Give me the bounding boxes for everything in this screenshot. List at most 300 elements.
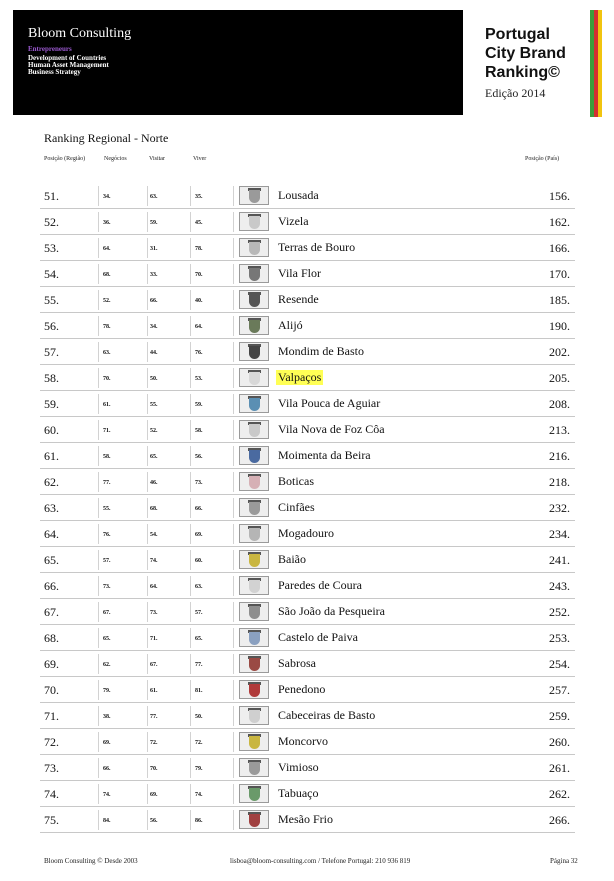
table-row: [40, 599, 575, 625]
city-name: Mogadouro: [278, 526, 334, 540]
regional-rank: 60.: [44, 423, 59, 437]
city-name: Terras de Bouro: [278, 240, 356, 254]
city-name-highlighted: Valpaços: [278, 370, 322, 384]
column-separator: [190, 368, 191, 388]
city-name: Moimenta da Beira: [278, 448, 371, 462]
crest-shield-icon: [249, 632, 260, 645]
city-name: São João da Pesqueira: [278, 604, 385, 618]
visit-score: 70.: [150, 766, 158, 772]
crest-shield-icon: [249, 320, 260, 333]
visit-score: 55.: [150, 402, 158, 408]
live-score: 50.: [195, 714, 203, 720]
business-score: 67.: [103, 610, 111, 616]
footer-copyright: Bloom Consulting © Desde 2003: [44, 857, 138, 865]
crest-shield-icon: [249, 372, 260, 385]
column-separator: [233, 576, 234, 596]
column-separator: [147, 316, 148, 336]
city-name: Alijó: [278, 318, 303, 332]
report-title-line: City Brand: [485, 45, 566, 62]
column-separator: [190, 472, 191, 492]
column-separator: [233, 212, 234, 232]
national-rank: 166.: [549, 241, 570, 255]
report-title-line: Ranking©: [485, 64, 560, 81]
municipal-crest-icon: [239, 368, 269, 387]
crest-shield-icon: [249, 580, 260, 593]
municipal-crest-icon: [239, 680, 269, 699]
brand-service: Human Asset Management: [28, 61, 109, 69]
column-separator: [190, 290, 191, 310]
national-rank: 241.: [549, 553, 570, 567]
brand-name: Bloom Consulting: [28, 26, 132, 41]
table-row: [40, 651, 575, 677]
national-rank: 260.: [549, 735, 570, 749]
business-score: 70.: [103, 376, 111, 382]
visit-score: 52.: [150, 428, 158, 434]
business-score: 79.: [103, 688, 111, 694]
column-separator: [190, 238, 191, 258]
regional-rank: 63.: [44, 501, 59, 515]
live-score: 59.: [195, 402, 203, 408]
table-row: [40, 235, 575, 261]
table-row: [40, 547, 575, 573]
municipal-crest-icon: [239, 602, 269, 621]
business-score: 65.: [103, 636, 111, 642]
crest-shield-icon: [249, 476, 260, 489]
column-separator: [98, 810, 99, 830]
brand-service: Business Strategy: [28, 68, 81, 76]
column-separator: [190, 784, 191, 804]
column-separator: [98, 420, 99, 440]
municipal-crest-icon: [239, 498, 269, 517]
column-separator: [147, 680, 148, 700]
column-separator: [98, 446, 99, 466]
business-score: 64.: [103, 246, 111, 252]
national-rank: 213.: [549, 423, 570, 437]
national-rank: 261.: [549, 761, 570, 775]
table-row: [40, 729, 575, 755]
footer-contact: lisboa@bloom-consulting.com / Telefone Portugal: 210 936 819: [230, 857, 411, 865]
municipal-crest-icon: [239, 342, 269, 361]
column-separator: [190, 394, 191, 414]
regional-rank: 70.: [44, 683, 59, 697]
column-separator: [190, 420, 191, 440]
crest-shield-icon: [249, 528, 260, 541]
municipal-crest-icon: [239, 420, 269, 439]
live-score: 58.: [195, 428, 203, 434]
regional-rank: 65.: [44, 553, 59, 567]
business-score: 66.: [103, 766, 111, 772]
table-row: [40, 807, 575, 833]
report-title: [485, 25, 585, 82]
col-header-visit: Visitar: [149, 156, 165, 162]
national-rank: 253.: [549, 631, 570, 645]
crest-shield-icon: [249, 450, 260, 463]
crest-shield-icon: [249, 502, 260, 515]
column-separator: [98, 472, 99, 492]
live-score: 74.: [195, 792, 203, 798]
column-separator: [190, 602, 191, 622]
column-separator: [233, 472, 234, 492]
business-score: 73.: [103, 584, 111, 590]
national-rank: 156.: [549, 189, 570, 203]
column-separator: [233, 446, 234, 466]
column-separator: [233, 238, 234, 258]
column-separator: [147, 212, 148, 232]
column-separator: [233, 316, 234, 336]
crest-shield-icon: [249, 762, 260, 775]
city-name: Lousada: [278, 188, 319, 202]
business-score: 34.: [103, 194, 111, 200]
business-score: 68.: [103, 272, 111, 278]
city-name: Sabrosa: [278, 656, 316, 670]
crest-shield-icon: [249, 242, 260, 255]
live-score: 86.: [195, 818, 203, 824]
column-separator: [98, 290, 99, 310]
column-separator: [98, 264, 99, 284]
national-rank: 266.: [549, 813, 570, 827]
crest-shield-icon: [249, 190, 260, 203]
column-separator: [190, 446, 191, 466]
table-row: [40, 339, 575, 365]
column-separator: [98, 732, 99, 752]
live-score: 40.: [195, 298, 203, 304]
live-score: 72.: [195, 740, 203, 746]
column-separator: [147, 550, 148, 570]
business-score: 74.: [103, 792, 111, 798]
national-rank: 218.: [549, 475, 570, 489]
municipal-crest-icon: [239, 628, 269, 647]
municipal-crest-icon: [239, 472, 269, 491]
column-separator: [233, 368, 234, 388]
municipal-crest-icon: [239, 654, 269, 673]
crest-shield-icon: [249, 554, 260, 567]
live-score: 53.: [195, 376, 203, 382]
live-score: 64.: [195, 324, 203, 330]
column-separator: [190, 186, 191, 206]
municipal-crest-icon: [239, 524, 269, 543]
column-separator: [190, 316, 191, 336]
column-separator: [98, 238, 99, 258]
visit-score: 63.: [150, 194, 158, 200]
regional-rank: 52.: [44, 215, 59, 229]
live-score: 76.: [195, 350, 203, 356]
column-separator: [98, 706, 99, 726]
regional-rank: 73.: [44, 761, 59, 775]
regional-rank: 64.: [44, 527, 59, 541]
national-rank: 259.: [549, 709, 570, 723]
live-score: 65.: [195, 636, 203, 642]
regional-rank: 51.: [44, 189, 59, 203]
municipal-crest-icon: [239, 394, 269, 413]
municipal-crest-icon: [239, 732, 269, 751]
national-rank: 170.: [549, 267, 570, 281]
live-score: 56.: [195, 454, 203, 460]
crest-shield-icon: [249, 606, 260, 619]
visit-score: 65.: [150, 454, 158, 460]
column-separator: [147, 264, 148, 284]
visit-score: 67.: [150, 662, 158, 668]
visit-score: 44.: [150, 350, 158, 356]
national-rank: 252.: [549, 605, 570, 619]
crest-shield-icon: [249, 398, 260, 411]
column-separator: [190, 654, 191, 674]
city-name: Vila Flor: [278, 266, 321, 280]
regional-rank: 72.: [44, 735, 59, 749]
table-row: [40, 183, 575, 209]
table-row: [40, 469, 575, 495]
column-separator: [190, 212, 191, 232]
live-score: 57.: [195, 610, 203, 616]
column-separator: [233, 290, 234, 310]
live-score: 70.: [195, 272, 203, 278]
column-separator: [233, 394, 234, 414]
table-row: [40, 495, 575, 521]
table-row: [40, 781, 575, 807]
table-row: [40, 625, 575, 651]
ranking-table: [40, 183, 575, 833]
regional-rank: 71.: [44, 709, 59, 723]
column-separator: [147, 732, 148, 752]
municipal-crest-icon: [239, 706, 269, 725]
section-title: Ranking Regional - Norte: [44, 131, 169, 145]
crest-shield-icon: [249, 788, 260, 801]
regional-rank: 58.: [44, 371, 59, 385]
regional-rank: 61.: [44, 449, 59, 463]
column-separator: [98, 680, 99, 700]
column-separator: [147, 394, 148, 414]
brand-services: [28, 55, 109, 76]
footer-page-number: Página 32: [550, 857, 578, 865]
visit-score: 77.: [150, 714, 158, 720]
crest-shield-icon: [249, 216, 260, 229]
national-rank: 208.: [549, 397, 570, 411]
column-separator: [98, 186, 99, 206]
regional-rank: 62.: [44, 475, 59, 489]
column-separator: [233, 186, 234, 206]
column-separator: [190, 264, 191, 284]
column-separator: [98, 342, 99, 362]
column-separator: [147, 446, 148, 466]
crest-shield-icon: [249, 294, 260, 307]
column-separator: [147, 186, 148, 206]
municipal-crest-icon: [239, 316, 269, 335]
column-separator: [190, 576, 191, 596]
crest-shield-icon: [249, 268, 260, 281]
visit-score: 33.: [150, 272, 158, 278]
table-row: [40, 573, 575, 599]
table-row: [40, 443, 575, 469]
live-score: 45.: [195, 220, 203, 226]
business-score: 71.: [103, 428, 111, 434]
business-score: 77.: [103, 480, 111, 486]
city-name: Paredes de Coura: [278, 578, 362, 592]
column-separator: [233, 784, 234, 804]
col-header-national: Posição (País): [525, 156, 560, 162]
live-score: 63.: [195, 584, 203, 590]
table-row: [40, 677, 575, 703]
national-rank: 257.: [549, 683, 570, 697]
visit-score: 73.: [150, 610, 158, 616]
column-separator: [233, 550, 234, 570]
table-row: [40, 261, 575, 287]
column-separator: [190, 524, 191, 544]
visit-score: 56.: [150, 818, 158, 824]
business-score: 58.: [103, 454, 111, 460]
column-separator: [233, 654, 234, 674]
crest-shield-icon: [249, 814, 260, 827]
col-header-business: Negócios: [104, 156, 127, 162]
column-separator: [233, 498, 234, 518]
national-rank: 262.: [549, 787, 570, 801]
visit-score: 68.: [150, 506, 158, 512]
municipal-crest-icon: [239, 446, 269, 465]
city-name: Vimioso: [278, 760, 319, 774]
visit-score: 71.: [150, 636, 158, 642]
column-separator: [190, 810, 191, 830]
live-score: 73.: [195, 480, 203, 486]
column-separator: [98, 576, 99, 596]
municipal-crest-icon: [239, 186, 269, 205]
table-row: [40, 313, 575, 339]
national-rank: 234.: [549, 527, 570, 541]
business-score: 78.: [103, 324, 111, 330]
city-name: Vila Pouca de Aguiar: [278, 396, 381, 410]
visit-score: 34.: [150, 324, 158, 330]
business-score: 61.: [103, 402, 111, 408]
live-score: 77.: [195, 662, 203, 668]
report-edition: Edição 2014: [485, 86, 546, 100]
city-name: Vila Nova de Foz Côa: [278, 422, 385, 436]
business-score: 55.: [103, 506, 111, 512]
col-header-regional: Posição (Região): [44, 156, 86, 162]
column-separator: [147, 784, 148, 804]
column-separator: [190, 628, 191, 648]
visit-score: 31.: [150, 246, 158, 252]
table-row: [40, 287, 575, 313]
city-name: Castelo de Paiva: [278, 630, 358, 644]
national-rank: 216.: [549, 449, 570, 463]
column-separator: [233, 732, 234, 752]
city-name: Boticas: [278, 474, 314, 488]
column-separator: [190, 550, 191, 570]
flag-stripe-yellow: [598, 10, 602, 117]
municipal-crest-icon: [239, 784, 269, 803]
visit-score: 46.: [150, 480, 158, 486]
business-score: 52.: [103, 298, 111, 304]
crest-shield-icon: [249, 658, 260, 671]
live-score: 60.: [195, 558, 203, 564]
column-separator: [98, 368, 99, 388]
regional-rank: 57.: [44, 345, 59, 359]
city-name: Mesão Frio: [278, 812, 333, 826]
municipal-crest-icon: [239, 550, 269, 569]
business-score: 76.: [103, 532, 111, 538]
column-separator: [233, 680, 234, 700]
column-separator: [233, 264, 234, 284]
regional-rank: 69.: [44, 657, 59, 671]
regional-rank: 56.: [44, 319, 59, 333]
column-separator: [147, 342, 148, 362]
table-row: [40, 365, 575, 391]
city-name: Baião: [278, 552, 306, 566]
visit-score: 69.: [150, 792, 158, 798]
crest-shield-icon: [249, 710, 260, 723]
live-score: 79.: [195, 766, 203, 772]
city-name: Cabeceiras de Basto: [278, 708, 376, 722]
column-separator: [233, 628, 234, 648]
live-score: 81.: [195, 688, 203, 694]
column-separator: [147, 758, 148, 778]
regional-rank: 59.: [44, 397, 59, 411]
municipal-crest-icon: [239, 810, 269, 829]
business-score: 84.: [103, 818, 111, 824]
table-row: [40, 703, 575, 729]
regional-rank: 54.: [44, 267, 59, 281]
table-row: [40, 209, 575, 235]
table-row: [40, 417, 575, 443]
visit-score: 61.: [150, 688, 158, 694]
city-name: Tabuaço: [278, 786, 319, 800]
city-name: Penedono: [278, 682, 326, 696]
column-separator: [147, 290, 148, 310]
column-separator: [147, 602, 148, 622]
visit-score: 59.: [150, 220, 158, 226]
column-separator: [147, 420, 148, 440]
column-separator: [147, 368, 148, 388]
national-rank: 162.: [549, 215, 570, 229]
column-separator: [98, 212, 99, 232]
column-separator: [147, 498, 148, 518]
column-separator: [98, 524, 99, 544]
business-score: 36.: [103, 220, 111, 226]
column-separator: [190, 680, 191, 700]
regional-rank: 68.: [44, 631, 59, 645]
brand-service: Development of Countries: [28, 54, 107, 62]
regional-rank: 75.: [44, 813, 59, 827]
national-rank: 185.: [549, 293, 570, 307]
crest-shield-icon: [249, 424, 260, 437]
business-score: 57.: [103, 558, 111, 564]
live-score: 78.: [195, 246, 203, 252]
column-separator: [233, 810, 234, 830]
column-separator: [190, 758, 191, 778]
column-separator: [98, 550, 99, 570]
national-rank: 254.: [549, 657, 570, 671]
city-name: Mondim de Basto: [278, 344, 364, 358]
column-separator: [190, 706, 191, 726]
column-separator: [233, 420, 234, 440]
regional-rank: 53.: [44, 241, 59, 255]
municipal-crest-icon: [239, 576, 269, 595]
column-separator: [147, 628, 148, 648]
city-name: Cinfães: [278, 500, 315, 514]
flag-stripe: [590, 10, 602, 117]
municipal-crest-icon: [239, 238, 269, 257]
national-rank: 232.: [549, 501, 570, 515]
table-row: [40, 521, 575, 547]
municipal-crest-icon: [239, 758, 269, 777]
column-separator: [98, 498, 99, 518]
regional-rank: 55.: [44, 293, 59, 307]
column-separator: [233, 758, 234, 778]
live-score: 66.: [195, 506, 203, 512]
column-separator: [147, 472, 148, 492]
column-separator: [147, 810, 148, 830]
column-separator: [98, 316, 99, 336]
column-separator: [190, 342, 191, 362]
report-title-line: Portugal: [485, 26, 550, 43]
column-separator: [98, 758, 99, 778]
